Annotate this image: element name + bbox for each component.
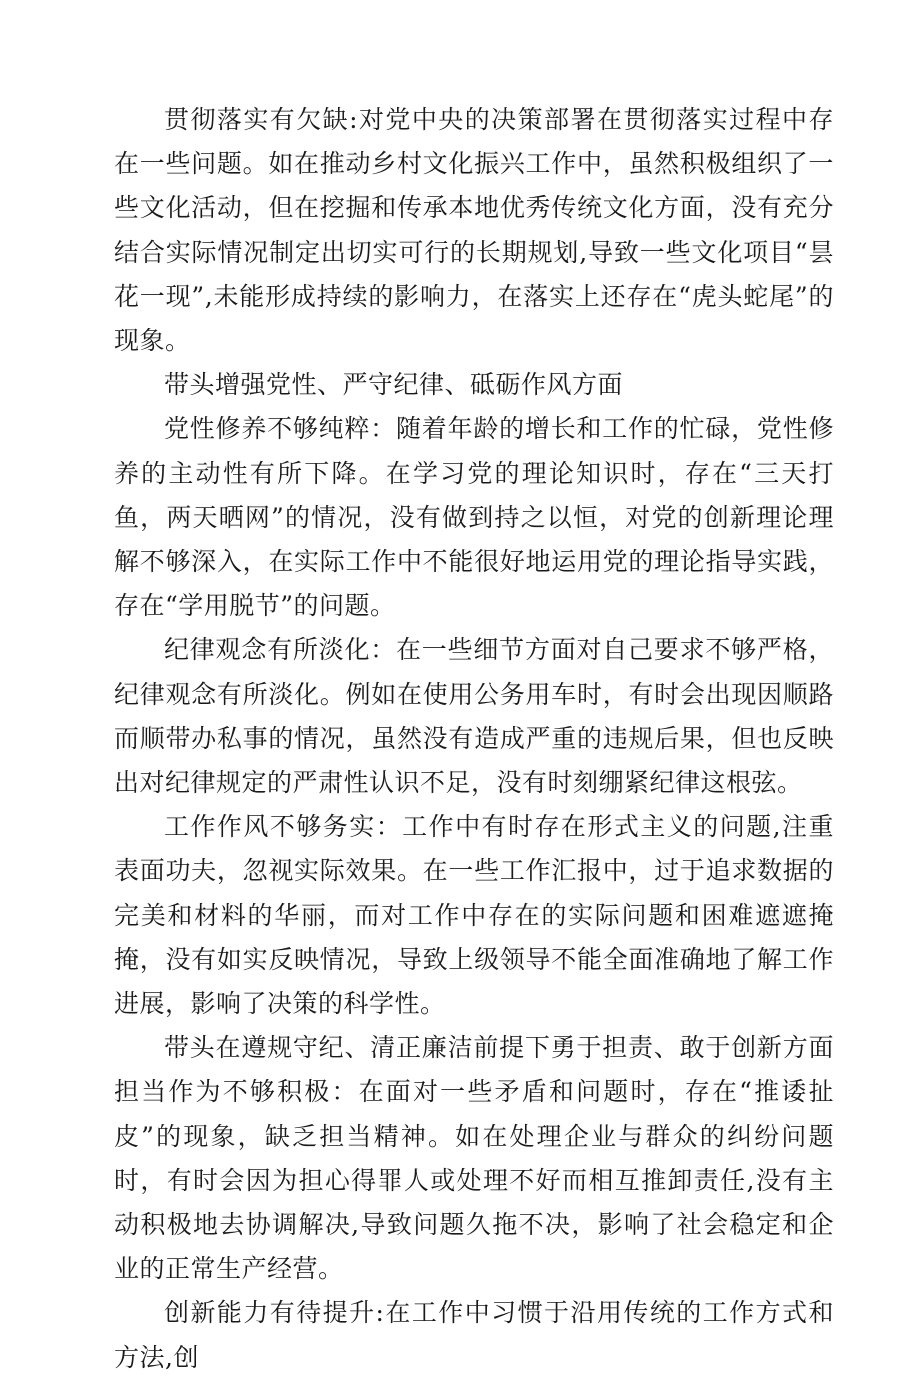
paragraph-work-style: 工作作风不够务实：工作中有时存在形式主义的问题,注重表面功夫，忽视实际效果。在一些工作汇报中，过于追求数据的完美和材料的华丽，而对工作中存在的实际问题和困难遮遮掩掩，没有如实反映情况，导致上级领导不能全面准确地了解工作进展，影响了决策的科学性。	[114, 812, 834, 1019]
paragraph-discipline-awareness: 纪律观念有所淡化：在一些细节方面对自己要求不够严格，纪律观念有所淡化。例如在使用公务用车时，有时会出现因顺路而顺带办私事的情况，虽然没有造成严重的违规后果，但也反映出对纪律规定的严肃性认识不足，没有时刻绷紧纪律这根弦。	[114, 635, 834, 798]
paragraph-party-spirit: 党性修养不够纯粹：随着年龄的增长和工作的忙碌，党性修养的主动性有所下降。在学习党的理论知识时，存在“三天打鱼，两天晒网”的情况，没有做到持之以恒，对党的创新理论理解不够深入，在实际工作中不能很好地运用党的理论指导实践，存在“学用脱节”的问题。	[114, 414, 834, 621]
section-heading-party-discipline: 带头增强党性、严守纪律、砥砺作风方面	[164, 370, 624, 400]
paragraph-responsibility: 带头在遵规守纪、清正廉洁前提下勇于担责、敢于创新方面担当作为不够积极：在面对一些矛盾和问题时，存在“推诿扯皮”的现象，缺乏担当精神。如在处理企业与群众的纠纷问题时，有时会因为担心得罪人或处理不好而相互推卸责任,没有主动积极地去协调解决,导致问题久拖不决，影响了社会稳定和企业的正常生产经营。	[114, 1033, 834, 1284]
paragraph-innovation-ability: 创新能力有待提升:在工作中习惯于沿用传统的工作方式和方法,创	[114, 1298, 834, 1372]
paragraph-implementation-shortfall: 贯彻落实有欠缺:对党中央的决策部署在贯彻落实过程中存在一些问题。如在推动乡村文化振兴工作中，虽然积极组织了一些文化活动，但在挖掘和传承本地优秀传统文化方面，没有充分结合实际情况制定出切实可行的长期规划,导致一些文化项目“昙花一现”,未能形成持续的影响力，在落实上还存在“虎头蛇尾”的现象。	[114, 105, 834, 356]
document-body	[114, 98, 834, 1380]
